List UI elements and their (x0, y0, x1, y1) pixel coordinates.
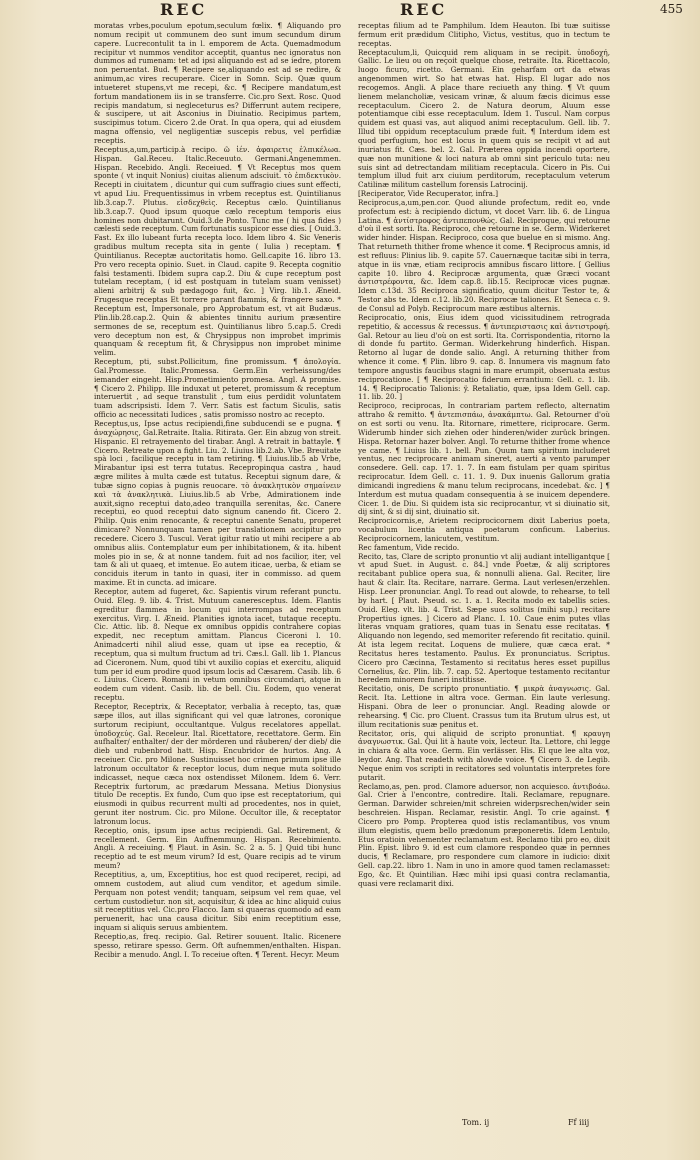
entry-paragraph: Reciproco, reciprocas, In contrariam partem reflecto, alternatim attraho & remitto. ¶ ἀντεπισπάω, ἀνακάμπτω. Gal. Retourner d'où on est sorti ou venu. Ita. Ritornare, rimettere, riciprocare. Germ. Widerumb hinder sich ziehen oder hinderen/wider zurück bringen. Hispa. Retornar hazer bolver. Angl. To returne thither frome whence ye came. ¶ Liuius lib. 1. bell. Pun. Quum tam spiritum includeret ventus, nec reciprocare animam sineret, auerti a vento parumper consedere. Gell. cap. 17. 1. 7. In eam fistulam per quam spiritus reciprocatur. Idem Gell. c. 11. 1. 9. Dux inuenis Gallorum gratia dimicandi ingrediens & manu telum reciprocans, incedebat. &c. ] ¶ Interdum est mutua quadam consequentia à se inuicem dependere. Cicer. 1. de Diu. Si quidem ista sic reciprocantur, vt si diuinatio sit, dij sint, & si dij sint, diuinatio sit. (358, 401, 610, 517)
page-footer (0, 1118, 700, 1134)
entry-paragraph: Recito, tas, Clare de scripto pronuntio vt alij audiant intelligantque [ vt apud Suet. in August. c. 84.] vnde Poetæ, & alij scriptores recitabant publice opera sua, & nonnulli aliena. Gal. Reciter, lire haut & clair. Ita. Recitare, narrare. Germa. Laut verlesen/erzehlen. Hisp. Leer pronunciar. Angl. To read out alowde, to rehearse, to tell by hart. [ Plaut. Pseud. sc. 1. a. 1. Recita modo ex tabellis scies. Ouid. Eleg. vlt. lib. 4. Trist. Sæpe suos solitus (mihi sup.) recitare Propertius ignes. ] Cicero ad Planc. I. 10. Caue enim putes vllas literas vnquam gratiores, quam tuas in Senatu esse recitatas. ¶ Aliquando non legendo, sed memoriter referendo fit recitatio. quinil. At ista legem recitat. Loquens de muliere, quæ cæca erat. * Recitatus heres testamento. Paulus. Ex pronunciatus. Scriptus. Cicero pro Cæcinna, Testamento si recitatus heres esset pupillus Cornelius, &c. Plin. lib. 7. cap. 52. Apertoque testamento recitantur heredem minorem funeri institisse. (358, 551, 610, 685)
header-left-keyword: REC (160, 0, 208, 19)
entry-paragraph: Receptor, autem ad fugeret, &c. Sapientis virum referant punctu. Ouid. Eleg. 9. lib. 4. Trist. Mutuum caneresceptus. Idem. Flantis egreditur flammea in locum qui interrompas ad receptum exercitus. Virg. I. Æneid. Planities ignota iacet, tutaque receptu. Cic. Attic. lib. 8. Neque ex omnibus oppidis contrahere copias expedit, nec receptum amittam. Plancus Ciceroni l. 10. Animadcerti nihil aliud esse, quam ut ipse ea receptio, & receptum, qua si multum fructum ad tri. Cæs.l. Gall. lib 1. Plancus ad Ciceronem. Num, quod tibi vt auxilio copias et exercitu, aliquid tum per id eum prodire quod ipsum locis ad Cæsarem. Casib. lib. 6 c. Liuius. Cicero. Romani in vetum omnibus circumdari, atque in eodem cum vident. Casib. lib. de bell. Ciu. Eodem, quo venerat receptu. (94, 587, 341, 703)
entry-paragraph: Reciprocus,a,um,pen.cor. Quod aliunde profectum, redit eo, vnde profectum est: à recipiendo dictum, vt docet Varr. lib. 6. de Lingua Latina. ¶ ἀντίστροφος ἀντιπεπονθώς. Gal. Reciproque, qui retourne d'où il est sorti. Ita. Reciproco, che retourne in se. Germ. Widerkeret wider hinder. Hispan. Reciproco, cosa que buelue en si mismo. Ang. That returneth thither frome whence it come. ¶ Reciprocus amnis, id est refluus: Plinius lib. 9. capite 57. Cauernæque tacitæ sibi in terra, atque in iis vnæ, etiam reciprocis amnibus fiscaro littore. [ Gellius capite 10. libro 4. Reciprocæ argumenta, quæ Græci vocant ἀντιστρέφοντα, &c. Idem cap.8. lib.15. Reciprocæ vices pugnæ. Idem c.13d. 35 Reciproca significatio, quum dicitur Testor te, & Testor abs te. Idem c.12. lib.20. Reciprocæ taliones. Et Seneca c. 9. de Consul ad Polyb. Reciprocum mare æstibus alternis. (358, 197, 610, 313)
entry-paragraph: Rec famentum, Vide recido. (358, 542, 460, 552)
entry-paragraph: Receptor, Receptrix, & Receptator, verbalia à recepto, tas, quæ sæpe illos, aut illas significant qui vel quæ latrones, coronique surtorum recipiunt, occultantque. Vulgus recelatores appellat. ὑποδοχεύς. Gal. Receleur. Ital. Ricettatore, recettatore. Germ. Ein aufhalter/ enthalter/ der der mörderen und räuberen/ der dieb/ die dieb und rubenbrod hatt. Hisp. Encubridor de hurtos. Ang. A receiuer. Cic. pro Milone. Sustinuisset hoc crimen primum ipse ille latronum occultator & receptor locus, dum neque muta solitudo indicasset, neque cæca nox ostendisset Milonem. Idem 6. Verr. Receptrix furtorum, ac prædarum Messana. Metius Dionysius titulo De receptis. Ex fundo, Cum quo ipse est receptatorium, qui eiusmodi in quibus recurrent multi ad procedentes, nos in quiet, gerunt iter nostrum. Cic. pro Milone. Occultor ille, & receptator latronum locus. (94, 701, 341, 826)
entry-paragraph: [Reciperator, Vide Recuperator, infra.] (358, 189, 499, 199)
entry-paragraph: moratas vrbes,poculum epotum,seculum fœlix. ¶ Aliquando pro nomum recipit ut communem deo sunt imum secundum dirum capere. Lucrecontulit ta in l. emporem de Acta. Quemadmodum recipitur vt nummos venditor acceptit, quantus nec ignoratus non dummos ad rumenam: tet ad ipsi aliquando est ad se iedre, ptorem non peruentat. Bud. ¶ Recipere se,aliquando est ad se redire, & animum,ac vires recuperare. Cicer in Somn. Scip. Quæ quum intueteret stupens,vt me recepi, &c. ¶ Recipere mandatum,est fortum mandationem iis in se transferre. Cic.pro Sext. Rosc. Quod recipis mandatum, si negleceturus es? Differrunt autem recipere, & suscipere, ut ait Asconius in Diuinatio. Recipimus partem, suscipimus totum. Cicero 2.de Orat. In qua opera, qui ad eiusdem magna offensio, vel negligentiæ suscepis rebus, vel perfidiæ receptis. (94, 22, 341, 145)
right-column (358, 22, 610, 1112)
header-right-keyword: REC (400, 0, 448, 19)
entry-paragraph: Reciprocicornis,e, Arietem reciprocicornem dixit Laberius poeta, vocabulum licentia antiqua poetarum conficum. Laberius. Reciprocicornem, lanicutem, vestitum. (358, 516, 610, 543)
entry-paragraph: Recitator, oris, qui aliquid de scripto pronuntiat. ¶ κραυγη ἀναγνωστικ. Gal. Qui lit à haute voix, lecteur. Ita. Lettore, chi legge in chiara & alta voce. Germ. Ein verlässer. His. El que lee alta voz, leydor. Ang. That readeth with alowde voice. ¶ Cicero 3. de Legib. Neque enim vos scripti in recitatores sed voluntatis interpretes fore putarit. (358, 728, 610, 782)
page-number: 455 (660, 2, 683, 16)
running-header (0, 0, 700, 22)
entry-paragraph: receptas filium ad te Pamphilum. Idem Heauton. Ibi tuæ suitisse fermum erit prædidum Clitipho, Victus, vestitus, quo in tectum te receptas. (358, 22, 610, 48)
volume-label: Tom. ij (462, 1118, 490, 1127)
entry-paragraph: Recitatio, onis, De scripto pronuntiatio. ¶ μικρὰ ἀναγνωσις. Gal. Recit. Ita. Lettione in altra voce. German. Ein laute verlesung. Hispani. Obra de leer o pronunciar. Angl. Reading alowde or rehearsing. ¶ Cic. pro Cluent. Crassus tum ita Brutum ulrus est, ut illum recitationis suæ penitus et. (358, 684, 610, 729)
left-column (94, 22, 341, 1112)
entry-paragraph: Receptus,a,um,particip.à recipo. ῶ ἰέν. ἀφαιρετις ἐλπικέλωα. Hispan. Gal.Receu. Italic.Receuuto. Germani.Angenemmen. Hispan. Recebido. Angli. Receiued. ¶ Vt Receptus mos quem sponte ( vt inquit Nonius) ciuitas alienum adsciuit. τὸ ἐπιδεκτικὸν. Recepti in ciuitatem , dicuntur qui cum suffragio ciues sunt effecti, vt apud Liu. Frequentissimus in vrbem receptus est. Quintilianus lib.3.cap.7. Plutus. εἰσδεχθεὶς. Receptus cælo. Quintilianus lib.3.cap.7. Quod ipsum quoque cælo receptum temporis eius homines non dubitarunt. Ouid.3.de Ponto. Tunc me ( hi qua fides ) cælesti sede receptum. Cum fortunatis suspicor esse dies. [ Ouid.3. Fast. Ex illo lubeant furta recepta loco. Idem libro 4. Sic Veneris gradibus multum recepta sita in gente ( Iulia ) receptam. ¶ Quintilianus. Receptæ auctoritatis homo. Gell.capite 16. libro 13. Pro vero recepta opinio. Suet. in Claud. capite 9. Recepta cognitio falsi testamenti. Ibidem supra cap.2. Diu & cupe receptum post tutelam receptam, ( id est postquam in tutelam suam venisset) alieni arbitrij & sub pædagogo fuit, &c. ] Virg. lib.1. Æneid. Frugesque receptas Et torrere parant flammis, & frangere saxo. * Receptum est, Impersonale, pro Approbatum est, vt ait Budæus. Plin.lib.28.cap.2. Quin & abientes tinnitu aurium præsentire sermones de se, receptum est. Quintilianus libro 5.cap.5. Credi vero deceptum non est, & Chrysippus non improbet imprimis quanquam & receptum fit, & Chrysippus non improbet minime velim. (94, 144, 341, 358)
entry-paragraph: Receptum, pti, subst.Pollicitum, fine promissum. ¶ ἀπολογία. Gal.Promesse. Italic.Promessa. Germ.Ein verheissung/des iemander eingeht. Hisp.Prometimiento promesa. Angl. A promise. ¶ Cicero 2. Philipp. Ille induxat ut peteret, promissum & receptum interuertit , ad seque transtulit , tum eius perdidit voluntatem tuam adscripsisti. Idem 7. Verr. Satis est factum Siculis, satis officio ac necessitati Iudices , satis promisso nostro ac recepto. (94, 357, 341, 420)
entry-paragraph: Reciprocatio, onis, Eius idem quod vicissitudinem retrograda repetitio, & accessus & recessus. ¶ ἀντιπεριστασις καὶ ἀντιστροφή. Gal. Retour au lieu d'où on est sorti. Ita. Corrispondentia, ritorno la di donde fu partito. German. Widerkehrung hinderfich. Hispan. Retorno al lugar de donde salio. Angl. A returning thither from whence it come. ¶ Plin. libro 9. cap. 8. Innumera vis magnum fato tempore angustis faucibus stagni in mare erumpit, obseruata æstus reciprocatione. [ ¶ Reciprocatio fiderum errantium: Gell. c. 1. lib. 14. ¶ Reciprocatio Talionis: ÿ. Retaliatio, quæ, ipsa Idem Gell. cap. 11. lib. 20. ] (358, 312, 610, 402)
entry-paragraph: Receptio, onis, ipsum ipse actus recipiendi. Gal. Retirement, & recellement. Germ. Ein Auffnemmung. Hispan. Recebimiento. Angli. A receiuing. ¶ Plaut. in Asin. Sc. 2 a. 5. ] Quid tibi hunc receptio ad te est meum virum? Id est, Quare recipis ad te virum meum? (94, 825, 341, 871)
signature-mark: Ff iiij (568, 1118, 590, 1127)
entry-paragraph: Receptus,us, Ipse actus recipiendi,fine subducendi se e pugna. ¶ ἀναχώρησις, Gal.Retraite. Italia. Ritirata. Ger. Ein abzug von streit. Hispanic. El retrayemento del tirabar. Angl. A retrait in battayle. ¶ Cicero. Retreate upon a fight. Liu. 2. Liuius lib.2.ab. Vbe. Breuitate spà loci , facilique receptu in tam retiring. ¶ Liuius.lib.5 ab Vrbe, Mirabantur ipsi est terra tutatus. Recepropinqua castra , haud ægre milites à multa cæde est tutatus. Receptui signum dare, & tubæ signo copias à pugnis reuocare. τὸ ἀνακλητικὸν σημαίνειν καὶ τὰ ἀνακλητικὰ. Liuius.lib.5 ab Vrbe, Admirationem inde auxit,signo receptui dato,adeo tranquilla serenitas, &c. Canere receptui, eo quod receptui dato signum canendo fit. Cicero 2. Philip. Quis enim renocante, & receptui canente Senatu, properet dimicare? Nonnunquam tamen per translationem accipitur pro recedere. Cicero 3. Tuscul. Verat igitur ratio ut mihi recipere a ab omnibus aliis. Contemplatur eum per inhibitationem, & ita. hibent moles pio in se, & at nonne tandem. fuit ad nos facilior, iter, vel tam & ali ut quaeq, et imtenue. Eo autem iticae, uerba, & etiam se conciduis iterum in tanto in quasi, iter in commisso. ad quem maxime. Et in cuncta. ad imicare. (94, 418, 341, 588)
entry-paragraph: Receptio,as, freq. recipio. Gal. Retirer souuent. Italic. Ricenere spesso, retirare spesso. Germ. Oft aufnemmen/enthalten. Hispan. Recibir a menudo. Angl. I. To receiue often. ¶ Terent. Hecyr. Meum (94, 931, 341, 959)
entry-paragraph: Receptitius, a, um, Exceptitius, hoc est quod reciperet, recipi, ad omnem custodem, aut aliud cum venditor, et agedum simile. Perquam non potest vendit; tanquam, seipsum vel rem quae, vel certum custodietur. non sit, acquisitur, & idea ac hinc aliquid cuius sit receptitius vel. Cic.pro Flacco. Iam si quaeras quomodo ad eam peruenerit, hac una causa dicitur. Sibi enim receptitium esse, inquam si aliquis seruus ambientem. (94, 870, 341, 933)
entry-paragraph: Reclamo,as, pen. prod. Clamore aduersor, non acquiesco. ἀντιβοάω. Gal. Crier à l'encontre, contredire. Itali. Reclamare, repugnare. German. Darwider schreien/mit schreien widerpsrechen/wider sein beschreien. Hispan. Reclamar, resistir. Angl. To crie against. ¶ Cicero pro Pomp. Propterea quod istis reclamantibus, vos vnum illum elegistis, quem bello prædonum præponeretis. Idem Lentulo, Etus oratioin vehementer reclamatum est. Reclamo tibi pro eo, dixit Plin. Epist. libro 9. id est cum clamore respondeo quæ in pernnes ducis, ¶ Reclamare, pro respondere cum clamore in iudicio: dixit Gell. cap.22. libro 1. Nam in uno in amore quod tamen reclamasset: Ego, &c. Et Quintilian. Hæc mihi ipsi quasi contra reclamantia, quasi vere reclamarit dixi. (358, 781, 610, 888)
entry-paragraph: Receptaculum,li, Quicquid rem aliquam in se recipit. ὑποδοχή, Gallic. Le lieu ou on reçoit quelque chose, retraite. Ita. Ricettacolo, luogo ficuro, ricetto. Germani. Ein geharfam ort da etwas angenommen wirt. So hat etwas hat. Hisp. El lugar ado nos recogemos. Angli. A place thare reciueth any thing. ¶ Vt quum lienem melancholiæ, vesicam vrinæ, & aluum fæcis dicimus esse receptaculum. Cicero 2. de Natura deorum, Aluum esse potentiamque cibi esse receptaculum. Idem 1. Tuscul. Nam corpus quidem est quasi vas, aut aliquod animi receptaculum. Gell. lib. 7. Illud tibi oppidum receptaculum præde fuit. ¶ Interdum idem est quod perfugium, hoc est locus in quem quis se recipit vt ad aut inuriatus fit. Cæs. bel. 2. Gal. Præterea oppida incendi oportere, quæ non munitione & loci natura ab omni sint periculo tuta: neu suis sint ad detrectandam militiam receptacula. Cicero in Pis. Cui templum illud fuit arx ciuium perditorum, receptaculum veterum Catilinæ militum castellum forensis Latrocinij. (358, 47, 610, 190)
